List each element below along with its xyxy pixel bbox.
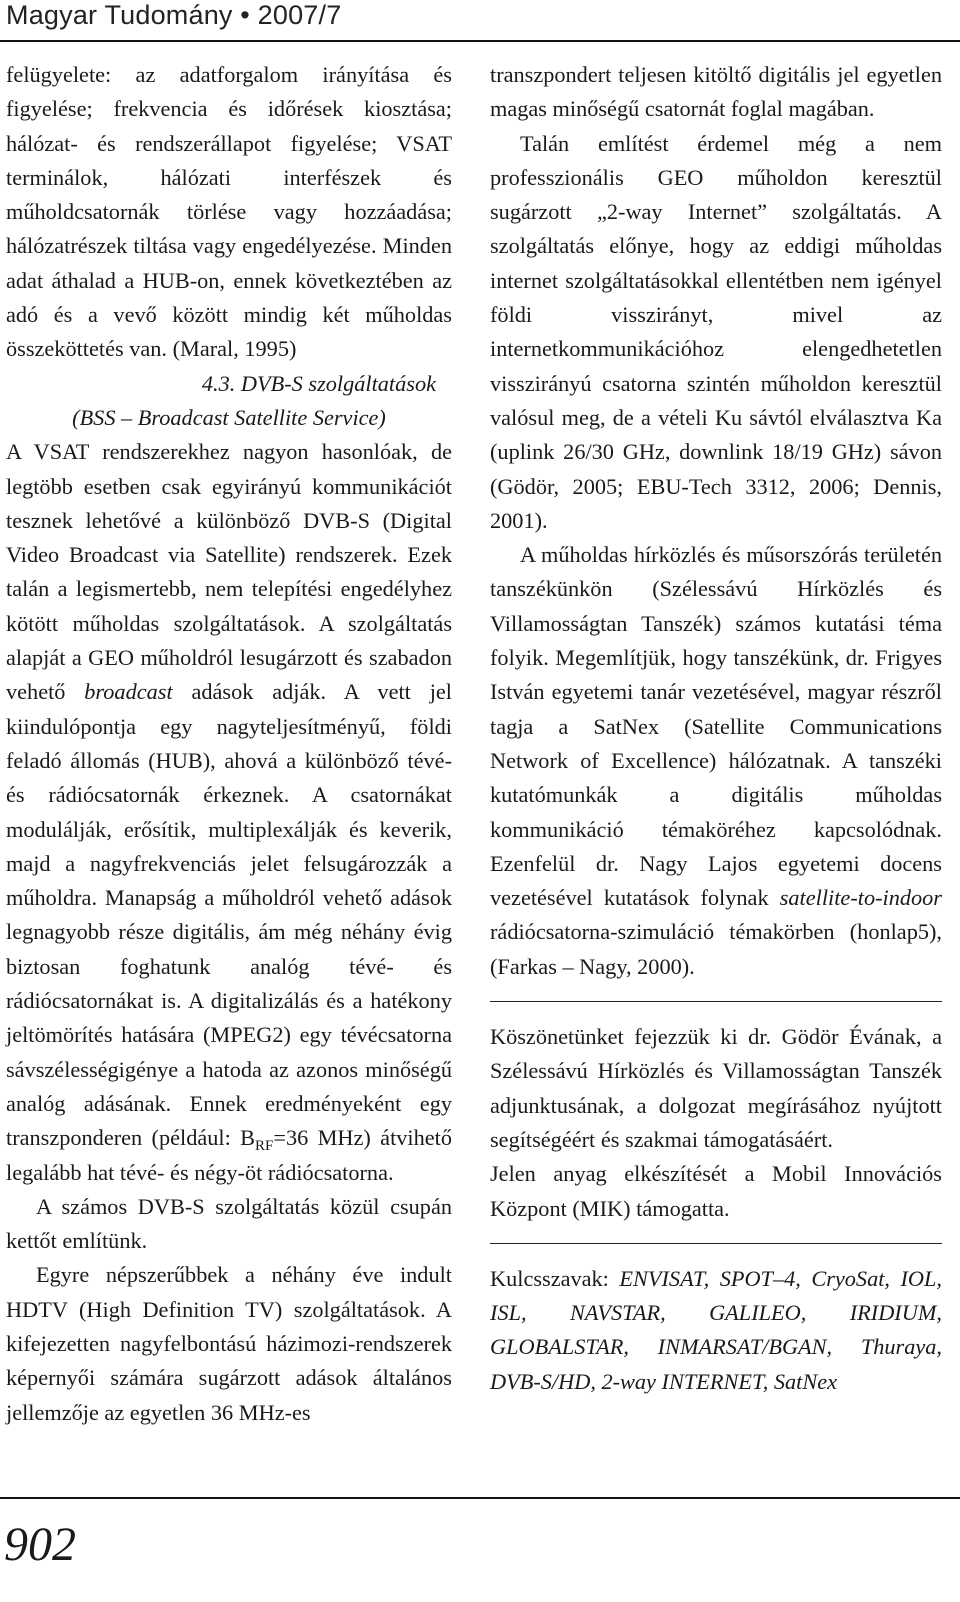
keywords-label: Kulcsszavak: (490, 1265, 620, 1291)
keywords (490, 1262, 942, 1399)
right-column (490, 58, 942, 1399)
text-run: =36 MHz) átvihető legalább hat tévé- és négy-öt rádiócsatorna. (6, 1125, 453, 1185)
acknowledgement: Köszönetünket fejezzük ki dr. Gödör Évának, a Szélessávú Hírközlés és Villamosságtan Tanszék adjunktusának, a dolgozat megírásához nyújtott segítségéért és szakmai támogatásáért. (490, 1024, 942, 1152)
paragraph: A számos DVB-S szolgáltatás közül csupán kettőt említünk. (6, 1193, 452, 1254)
text-run: adások adják. A vett jel kiindulópontja egy nagyteljesítményű, földi feladó állomás (HUB), ahová a különböző tévé- és rádiócsatornák érkeznek. A csatornákat modulálják, erősítik, multiplexálják és keverik, majd a nagyfrekvenciás jelet felsugározzák a műholdra. Manapság a műholdról vehető adások legnagyobb része digitális, ám még néhány évig biztosan foghatunk analóg tévé- és rádiócsatornákat is. A digitalizálás és a hatékony jeltömörítés hatására (MPEG2) egy tévécsatorna sávszélességigénye a hatoda az azonos minőségű analóg adásának. Ennek eredményeként egy transzponderen (például: B (6, 679, 452, 1151)
footer-rule (0, 1497, 960, 1499)
divider (490, 1001, 942, 1002)
page-number: 902 (4, 1518, 76, 1571)
left-column (6, 58, 452, 1430)
funding-note: Jelen anyag elkészítését a Mobil Innovációs Központ (MIK) támogatta. (490, 1161, 942, 1221)
section-subtitle: (BSS – Broadcast Satellite Service) (72, 404, 386, 430)
italic-term: broadcast (84, 679, 173, 705)
header-rule (0, 40, 960, 42)
italic-term: satellite-to-indoor (779, 885, 942, 911)
section-title: 4.3. DVB-S szolgáltatások (201, 370, 436, 396)
paragraph (6, 435, 452, 1190)
text-run: A műholdas hírközlés és műsorszórás területén tanszékünkön (Szélessávú Hírközlés és Villamosságtan Tanszék) számos kutatási téma folyik. Megemlítjük, hogy tanszékünk, dr. Frigyes István egyetemi tanár vezetésével, magyar részről tagja a SatNex (Satellite Communications Network of Excellence) hálózatnak. A tanszéki kutatómunkák a digitális műholdas kommunikáció témaköréhez kapcsolódnak. Ezenfelül dr. Nagy Lajos egyetemi docens vezetésével kutatások folynak (490, 542, 942, 911)
paragraph: Egyre népszerűbbek a néhány éve indult HDTV (High Definition TV) szolgáltatások. A kifejezetten nagyfelbontású házimozi-rendszerek képernyői számára sugárzott adások általános jellemzője az egyetlen 36 MHz-es (6, 1262, 452, 1425)
text-run: A VSAT rendszerekhez nagyon hasonlóak, de legtöbb esetben csak egyirányú kommunikációt tesznek lehetővé a különböző DVB-S (Digital Video Broadcast via Satellite) rendszerek. Ezek talán a legismertebb, nem telepítési engedélyhez kötött műholdas szolgáltatások. A szolgáltatás alapját a GEO műholdról lesugárzott és szabadon vehető (6, 439, 452, 705)
paragraph: felügyelete: az adatforgalom irányítása és figyelése; frekvencia és időrések kiosztása; hálózat- és rendszerállapot figyelése; VSAT terminálok, hálózati interfészek és műholdcsatornák törlése vagy hozzáadása; hálózatrészek tiltása vagy engedélyezése. Minden adat áthalad a HUB-on, ennek következtében az adó és a vevő között mindig két műholdas összeköttetés van. (Maral, 1995) (6, 62, 452, 362)
text-run: rádiócsatorna-szimuláció témakörben (honlap5), (Farkas – Nagy, 2000). (490, 919, 942, 979)
divider (490, 1243, 942, 1244)
keywords-list: ENVISAT, SPOT–4, CryoSat, IOL, ISL, NAVSTAR, GALILEO, IRIDIUM, GLOBALSTAR, INMARSAT/BGAN, Thuraya, DVB-S/HD, 2-way INTERNET, SatNex (490, 1265, 943, 1394)
paragraph (490, 538, 942, 984)
paragraph: transzpondert teljesen kitöltő digitális jel egyetlen magas minőségű csatornát foglal magában. (490, 62, 942, 122)
paragraph: Talán említést érdemel még a nem professzionális GEO műholdon keresztül sugárzott „2-way Internet” szolgáltatás. A szolgáltatás előnye, hogy az eddigi műholdas internet szolgáltatásokkal ellentétben nem igényel földi visszirányt, mivel az internetkommunikációhoz elengedhetetlen visszirányú csatorna szintén műholdon keresztül valósul meg, de a vételi Ku sávtól elválasztva Ka (uplink 26/30 GHz, downlink 18/19 GHz) sávon (Gödör, 2005; EBU-Tech 3312, 2006; Dennis, 2001). (490, 130, 942, 533)
subscript: RF (255, 1138, 274, 1155)
journal-header: Magyar Tudomány • 2007/7 (6, 0, 342, 30)
